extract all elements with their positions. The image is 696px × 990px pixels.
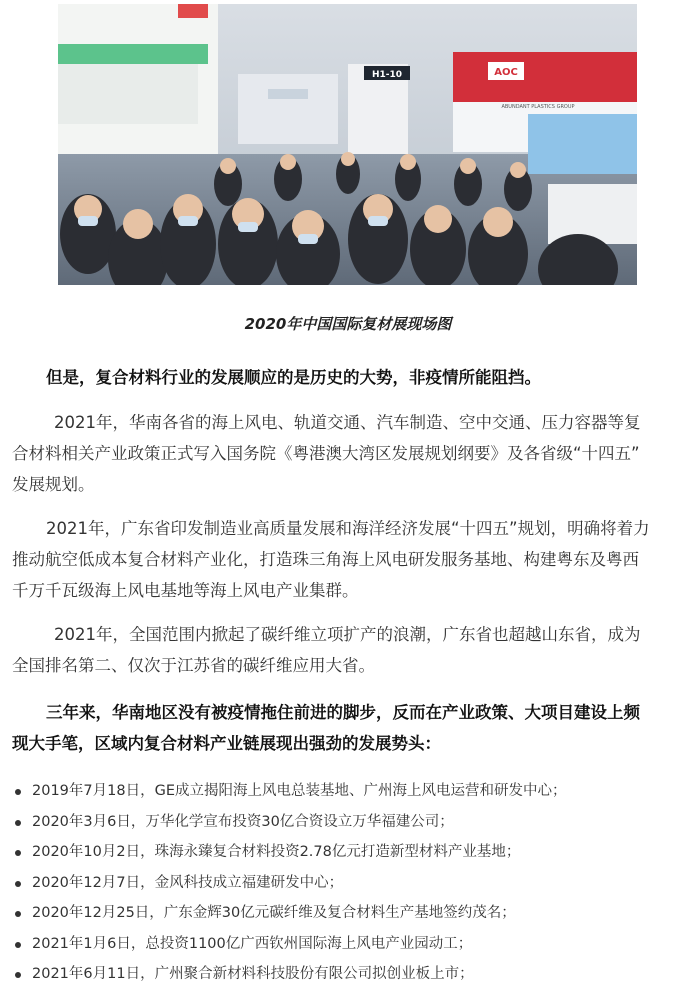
booth-subtext: ABUNDANT PLASTICS GROUP [501,104,575,110]
exhibition-photo [58,4,637,285]
paragraph-2-line-2: 推动航空低成本复合材料产业化，打造珠三角海上风电研发服务基地、构建粤东及粤西 [12,550,639,569]
exhibition-photo-illustration [58,4,637,285]
list-item [12,837,692,868]
list-item-text: 2020年3月6日，万华化学宣布投资30亿合资设立万华福建公司； [32,813,454,830]
list-item [12,776,692,807]
hall-sign-text: H1-10 [371,70,403,80]
milestone-list [12,776,692,990]
bullet-dot-icon [15,911,21,917]
paragraph-2 [12,513,684,606]
paragraph-2-line-1: 2021年，广东省印发制造业高质量发展和海洋经济发展“十四五”规划，明确将着力 [46,519,650,538]
bullet-dot-icon [15,972,21,978]
list-item-text: 2020年12月7日，金风科技成立福建研发中心； [32,874,344,891]
list-item [12,898,692,929]
list-item-text: 2020年10月2日，珠海永臻复合材料投资2.78亿元打造新型材料产业基地； [32,844,521,860]
headline-2 [12,697,684,759]
photo-caption: 2020年中国国际复材展现场图 [244,315,452,333]
paragraph-1 [12,407,684,500]
booth-sign-text: AOC [494,67,518,78]
bullet-dot-icon [15,881,21,887]
paragraph-3-line-2: 全国排名第二、仅次于江苏省的碳纤维应用大省。 [12,656,375,675]
bullet-dot-icon [15,820,21,826]
list-item-text: 2020年12月25日，广东金辉30亿元碳纤维及复合材料生产基地签约茂名； [32,905,516,921]
list-item [12,807,692,838]
headline-2-line-1: 三年来，华南地区没有被疫情拖住前进的脚步，反而在产业政策、大项目建设上频 [46,703,640,722]
list-item [12,929,692,960]
paragraph-1-line-3: 发展规划。 [12,475,95,494]
list-item-text: 2021年1月6日，总投资1100亿广西钦州国际海上风电产业园动工； [32,935,473,952]
list-item-text: 2021年6月11日，广州聚合新材料科技股份有限公司拟创业板上市； [32,966,474,982]
paragraph-2-line-3: 千万千瓦级海上风电基地等海上风电产业集群。 [12,581,359,600]
paragraph-3 [12,619,684,681]
list-item-text: 2019年7月18日，GE成立揭阳海上风电总装基地、广州海上风电运营和研发中心； [32,783,567,799]
bullet-dot-icon [15,789,21,795]
bullet-dot-icon [15,850,21,856]
list-item [12,868,692,899]
bullet-dot-icon [15,942,21,948]
headline-1: 但是，复合材料行业的发展顺应的是历史的大势，非疫情所能阻挡。 [46,368,541,387]
headline-2-line-2: 现大手笔，区域内复合材料产业链展现出强劲的发展势头： [12,734,441,753]
paragraph-1-line-2: 合材料相关产业政策正式写入国务院《粤港澳大湾区发展规划纲要》及各省级“十四五” [12,444,640,463]
paragraph-3-line-1: 2021年，全国范围内掀起了碳纤维立项扩产的浪潮，广东省也超越山东省，成为 [54,625,641,644]
paragraph-1-line-1: 2021年，华南各省的海上风电、轨道交通、汽车制造、空中交通、压力容器等复 [54,413,641,432]
